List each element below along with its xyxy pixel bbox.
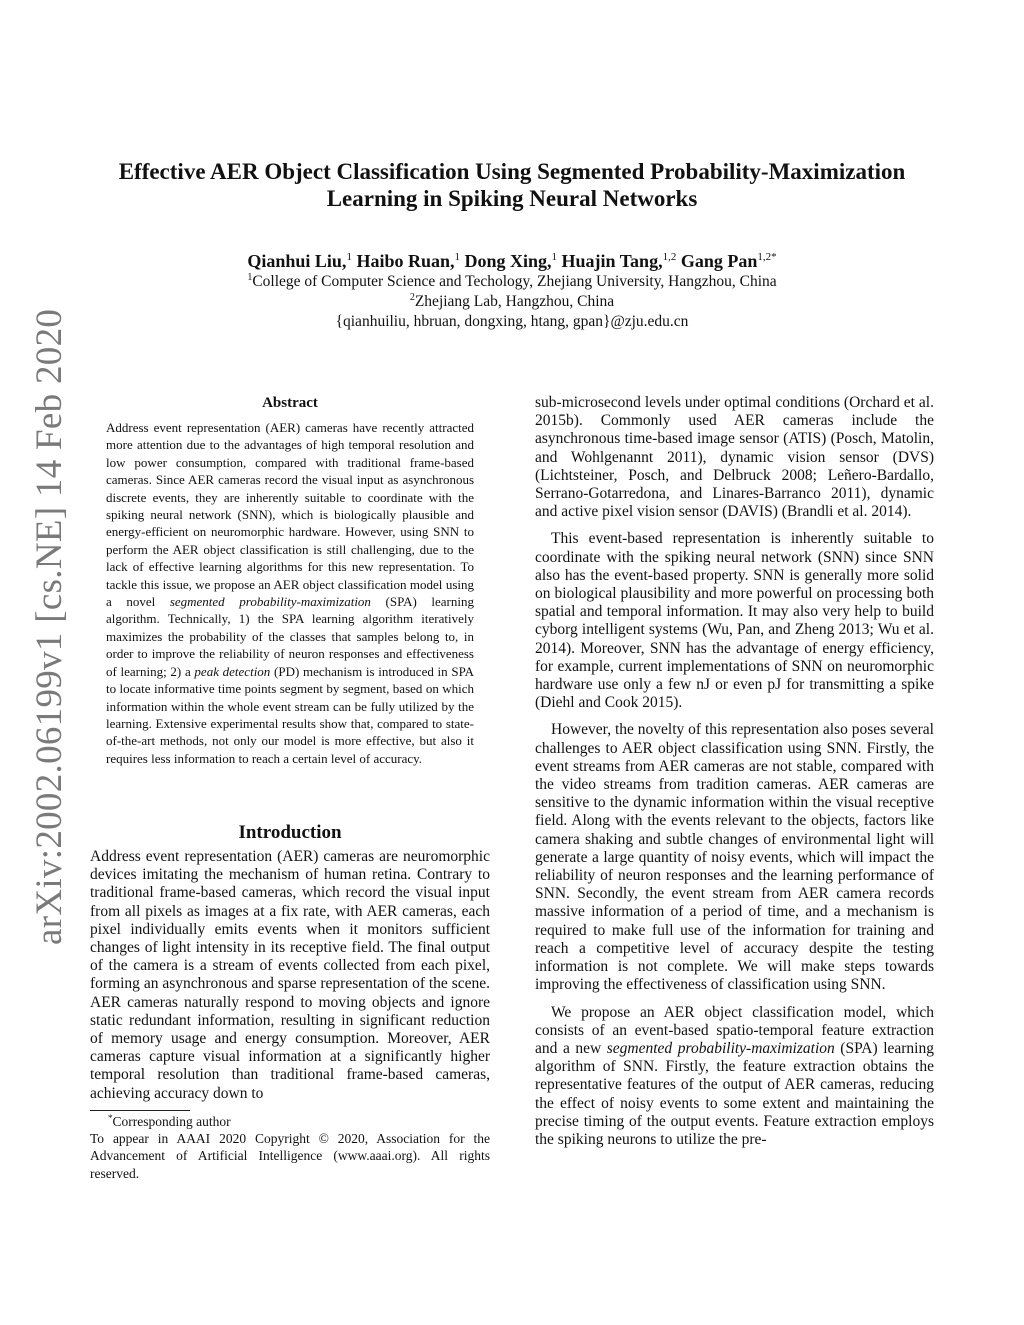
body-text: (SPA) learning algorithm of SNN. Firstly, the feature extraction obtains the representative features of the output of AER cameras, reducing the effect of noisy events to some extent and maintaining the precise timing of the output events. Feature extraction employs the spiking neurons to utilize the pre-: [535, 1039, 934, 1148]
author-affiliation-mark: 1,2: [662, 251, 677, 263]
author-affiliation-mark: 1: [551, 251, 558, 263]
author-affiliation-mark: 1: [346, 251, 352, 263]
paper-title: [60, 158, 964, 212]
abstract-heading: Abstract: [262, 395, 318, 411]
affiliation-mark: 1: [247, 272, 253, 283]
corresponding-author-note: [90, 1113, 490, 1130]
body-paragraph: This event-based representation is inherently suitable to coordinate with the spiking neural network (SNN) since SNN also has the event-based property. SNN is generally more solid on biological plausibility and more powerful on processing both spatial and temporal information. It may also very help to build cyborg intelligent systems (Wu, Pan, and Zheng 2013; Wu et al. 2014). Moreover, SNN has the advantage of energy efficiency, for example, current implementations of SNN on neuromorphic hardware use only a few nJ or even pJ for transmitting a spike (Diehl and Cook 2015).: [535, 530, 934, 712]
footnote-rule: [90, 1110, 190, 1111]
author: Gang Pan: [680, 251, 758, 271]
abstract-emphasis: peak detection: [194, 663, 271, 679]
copyright-notice: To appear in AAAI 2020 Copyright © 2020, Association for the Advancement of Artificial Intelligence (www.aaai.org). All rights reserved.: [90, 1131, 490, 1181]
author: Qianhui Liu,: [247, 251, 347, 271]
affiliation-mark: 2: [409, 292, 415, 303]
arxiv-stamp: arXiv:2002.06199v1 [cs.NE] 14 Feb 2020: [29, 308, 70, 945]
affiliation-1: [60, 272, 964, 291]
title-line-1: Effective AER Object Classification Using Segmented Probability-Maximization: [118, 159, 906, 184]
abstract-body: [106, 419, 474, 767]
title-line-2: Learning in Spiking Neural Networks: [326, 186, 698, 211]
footnote-text: Corresponding author: [112, 1114, 231, 1129]
author-affiliation-mark: 1: [454, 251, 460, 263]
affiliation-text: College of Computer Science and Techology, Zhejiang University, Hangzhou, China: [252, 273, 777, 290]
body-paragraph: [535, 1004, 934, 1150]
body-text: We propose an AER object classification model, which consists of an event-based spatio-temporal feature extraction and a new: [535, 1003, 934, 1057]
body-emphasis: segmented probability-maximization: [606, 1039, 835, 1057]
author: Huajin Tang,: [561, 251, 663, 271]
author: Dong Xing,: [464, 251, 552, 271]
abstract-text: (PD) mechanism is introduced in SPA to locate informative time points segment by segment, based on which information within the whole event stream can be fully utilized by the learning. Extensive experimental results show that, compared to state-of-the-art methods, not only our model is more effective, but also it requires less information to reach a certain level of accuracy.: [106, 663, 474, 766]
abstract-emphasis: segmented probability-maximization: [169, 594, 371, 610]
affiliation-text: Zhejiang Lab, Hangzhou, China: [414, 293, 615, 310]
introduction-heading: Introduction: [238, 822, 342, 843]
abstract-text: Address event representation (AER) cameras have recently attracted more attention due to the advantages of high temporal resolution and low power consumption, compared with traditional frame-based cameras. Since AER cameras record the visual input as asynchronous discrete events, they are inherently suitable to coordinate with the spiking neural network (SNN), which is biologically plausible and energy-efficient on neuromorphic hardware. However, using SNN to perform the AER object classification is still challenging, due to the lack of effective learning algorithms for this new representation. To tackle this issue, we propose an AER object classification model using a novel: [106, 420, 474, 610]
introduction-paragraph: Address event representation (AER) cameras are neuromorphic devices imitating the mechanism of human retina. Contrary to traditional frame-based cameras, which record the visual input from all pixels as images at a fix rate, with AER cameras, each pixel individually emits events when it monitors sufficient changes of light intensity in its receptive field. The final output of the camera is a stream of events collected from each pixel, forming an asynchronous and sparse representation of the scene. AER cameras naturally respond to moving objects and ignore static redundant information, resulting in significant reduction of memory usage and energy consumption. Moreover, AER cameras capture visual information at a significantly higher temporal resolution than traditional frame-based cameras, achieving accuracy down to: [90, 848, 490, 1102]
body-paragraph: However, the novelty of this representation also poses several challenges to AER object classification using SNN. Firstly, the event streams from AER cameras are not stable, compared with the video streams from tradition cameras. AER cameras are sensitive to the dynamic information within the visual receptive field. Along with the events relevant to the objects, factors like camera shaking and subtle changes of environmental light will generate a large quantity of noisy events, which will impact the reliability of neuron responses and the learning performance of SNN. Secondly, the event stream from AER camera records massive information of a period of time, and a mechanism is required to make full use of the information for training and reach a competitive level of accuracy despite the testing information is not complete. We will make steps towards improving the effectiveness of classification using SNN.: [535, 721, 934, 994]
author-list: [60, 250, 964, 272]
author: Haibo Ruan,: [356, 251, 455, 271]
affiliation-2: [60, 292, 964, 311]
footnote-mark: *: [108, 1113, 113, 1123]
footnote-block: [90, 1113, 490, 1182]
author-affiliation-mark: 1,2*: [757, 251, 777, 263]
abstract-text: (SPA) learning algorithm. Technically, 1) the SPA learning algorithm iteratively maximizes the probability of the classes that samples belong to, in order to improve the reliability of neuron responses and effectiveness of learning; 2) a: [106, 594, 474, 679]
author-emails: {qianhuiliu, hbruan, dongxing, htang, gpan}@zju.edu.cn: [335, 313, 689, 330]
body-paragraph: sub-microsecond levels under optimal conditions (Orchard et al. 2015b). Commonly used AER cameras include the asynchronous time-based image sensor (ATIS) (Posch, Matolin, and Wohlgenannt 2011), dynamic vision sensor (DVS) (Lichtsteiner, Posch, and Delbruck 2008; Leñero-Bardallo, Serrano-Gotarredona, and Linares-Barranco 2011), dynamic and active pixel vision sensor (DAVIS) (Brandli et al. 2014).: [535, 394, 934, 521]
right-column: [535, 394, 934, 1158]
